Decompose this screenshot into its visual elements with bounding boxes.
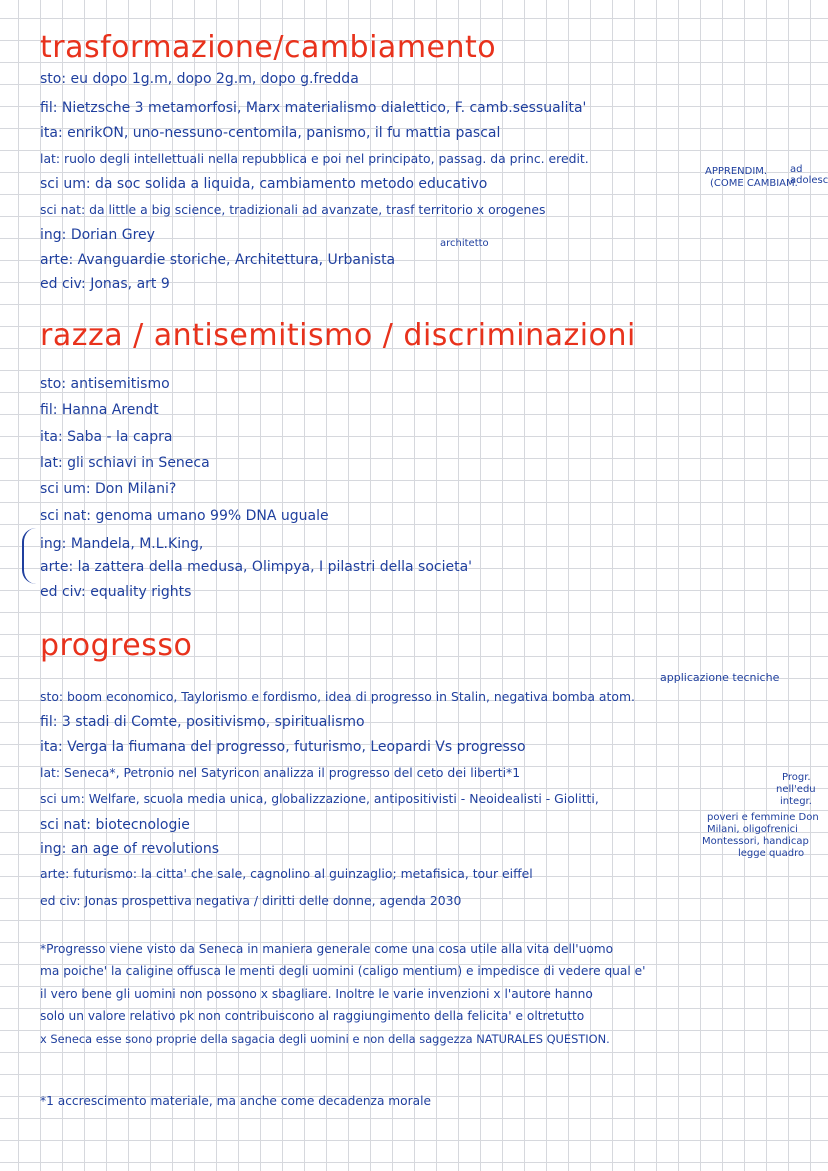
- row-ed-civ: ed civ: Jonas, art 9: [40, 276, 170, 292]
- note-architetto: architetto: [440, 238, 489, 249]
- footnote-line: *Progresso viene visto da Seneca in maniera generale come una cosa utile alla vita dell'uomo: [40, 942, 614, 956]
- row-fil: fil: Nietzsche 3 metamorfosi, Marx materialismo dialettico, F. camb.sessualita': [40, 100, 587, 116]
- row-ed-civ: ed civ: equality rights: [40, 584, 192, 600]
- section-title-razza: razza / antisemitismo / discriminazioni: [40, 318, 636, 353]
- row-arte: arte: futurismo: la citta' che sale, cagnolino al guinzaglio; metafisica, tour eiffel: [40, 866, 533, 881]
- note-progr: Progr.: [782, 772, 811, 783]
- row-lat: lat: Seneca*, Petronio nel Satyricon analizza il progresso del ceto dei liberti*1: [40, 765, 521, 780]
- footnote-line: ma poiche' la caligine offusca le menti degli uomini (caligo mentium) e impedisce di vedere qual e': [40, 964, 646, 978]
- row-sci-um: sci um: da soc solida a liquida, cambiamento metodo educativo: [40, 176, 488, 192]
- row-sci-nat: sci nat: da little a big science, tradizionali ad avanzate, trasf territorio x orogenes: [40, 202, 546, 217]
- row-fil: fil: 3 stadi di Comte, positivismo, spiritualismo: [40, 714, 365, 730]
- note-come-cambiam: (COME CAMBIAM.: [710, 178, 798, 189]
- row-ed-civ: ed civ: Jonas prospettiva negativa / diritti delle donne, agenda 2030: [40, 893, 462, 908]
- row-sci-um: sci um: Welfare, scuola media unica, globalizzazione, antipositivisti - Neoidealisti - Giolitti,: [40, 791, 599, 806]
- row-ing: ing: Mandela, M.L.King,: [40, 536, 204, 552]
- note-nell-edu: nell'edu: [776, 784, 816, 795]
- row-arte: arte: Avanguardie storiche, Architettura, Urbanista: [40, 252, 396, 268]
- note-poveri: poveri e femmine Don: [707, 812, 819, 823]
- row-fil: fil: Hanna Arendt: [40, 402, 159, 418]
- footnote-line: solo un valore relativo pk non contribuiscono al raggiungimento della felicita' e oltretutto: [40, 1009, 585, 1023]
- footnote-line: x Seneca esse sono proprie della sagacia degli uomini e non della saggezza NATURALES QUESTION.: [40, 1032, 610, 1046]
- note-apprendim: APPRENDIM.: [705, 166, 768, 177]
- row-lat: lat: gli schiavi in Seneca: [40, 455, 210, 471]
- row-sci-nat: sci nat: genoma umano 99% DNA uguale: [40, 508, 329, 524]
- note-montessori: Montessori, handicap: [702, 836, 809, 847]
- note-milani: Milani, oligofrenici: [707, 824, 798, 835]
- row-ita: ita: Saba - la capra: [40, 429, 173, 445]
- row-sto: sto: boom economico, Taylorismo e fordismo, idea di progresso in Stalin, negativa bomba atom.: [40, 689, 635, 704]
- note-applicazione: applicazione tecniche: [660, 671, 780, 684]
- row-ita: ita: Verga la fiumana del progresso, futurismo, Leopardi Vs progresso: [40, 739, 526, 755]
- note-legge-quadro: legge quadro: [738, 848, 805, 859]
- note-integr: integr.: [780, 796, 812, 807]
- footnote-line: il vero bene gli uomini non possono x sbagliare. Inoltre le varie invenzioni x l'autore hanno: [40, 987, 593, 1001]
- row-sto: sto: antisemitismo: [40, 376, 170, 392]
- row-ing: ing: an age of revolutions: [40, 841, 219, 857]
- row-ing: ing: Dorian Grey: [40, 227, 155, 243]
- row-lat: lat: ruolo degli intellettuali nella repubblica e poi nel principato, passag. da princ. eredit.: [40, 151, 589, 166]
- section-title-trasformazione: trasformazione/cambiamento: [40, 30, 497, 65]
- row-arte: arte: la zattera della medusa, Olimpya, I pilastri della societa': [40, 559, 473, 575]
- footnote-secondary: *1 accrescimento materiale, ma anche come decadenza morale: [40, 1094, 431, 1108]
- section-title-progresso: progresso: [40, 628, 193, 663]
- row-ita: ita: enrikON, uno-nessuno-centomila, panismo, il fu mattia pascal: [40, 125, 501, 141]
- row-sci-nat: sci nat: biotecnologie: [40, 817, 190, 833]
- bracket-mark: [22, 528, 36, 584]
- note-ad-adolesc: ad adolesc: [790, 164, 828, 186]
- row-sto: sto: eu dopo 1g.m, dopo 2g.m, dopo g.fredda: [40, 71, 359, 87]
- row-sci-um: sci um: Don Milani?: [40, 481, 177, 497]
